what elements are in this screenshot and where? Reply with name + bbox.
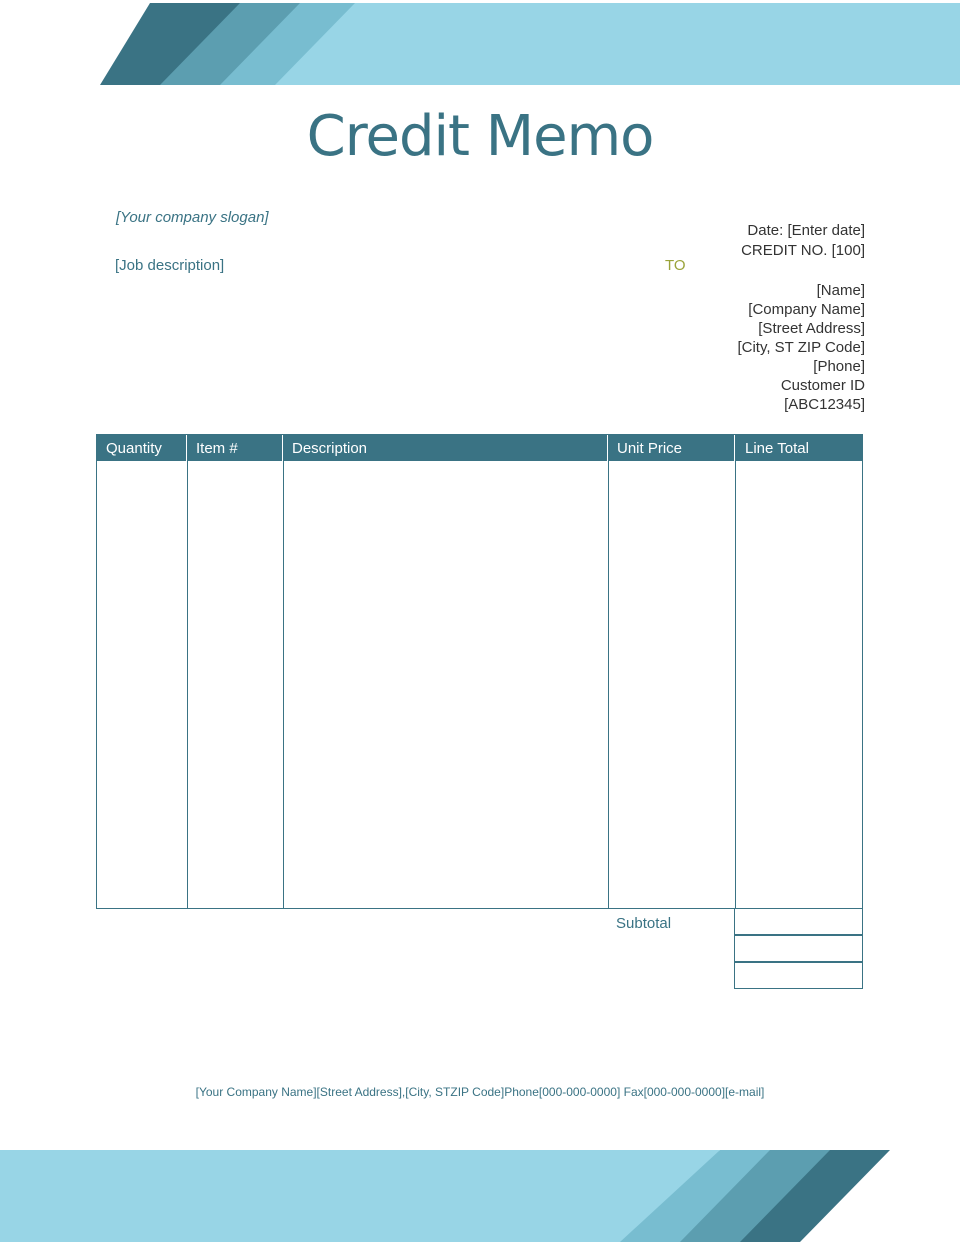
column-header-line-total: Line Total bbox=[745, 440, 809, 457]
company-slogan: [Your company slogan] bbox=[116, 209, 269, 226]
recipient-city: [City, ST ZIP Code] bbox=[737, 339, 865, 356]
column-divider bbox=[283, 435, 284, 908]
page-title: Credit Memo bbox=[306, 104, 654, 169]
table-header bbox=[97, 435, 862, 461]
recipient-company: [Company Name] bbox=[748, 301, 865, 318]
column-header-item: Item # bbox=[196, 440, 238, 457]
bottom-decorative-band bbox=[0, 1148, 960, 1242]
items-table bbox=[96, 434, 863, 909]
recipient-street: [Street Address] bbox=[758, 320, 865, 337]
column-divider bbox=[735, 435, 736, 908]
footer-contact: [Your Company Name][Street Address],[City, STZIP Code]Phone[000-000-0000] Fax[000-000-0000][e-mail] bbox=[195, 1085, 765, 1099]
top-decorative-band bbox=[0, 0, 960, 90]
column-header-description: Description bbox=[292, 440, 368, 457]
credit-number: CREDIT NO. [100] bbox=[741, 242, 865, 259]
to-label: TO bbox=[665, 257, 686, 274]
job-description: [Job description] bbox=[115, 257, 225, 274]
column-divider bbox=[187, 435, 188, 908]
column-header-unit-price: Unit Price bbox=[617, 440, 683, 457]
recipient-name: [Name] bbox=[816, 282, 865, 299]
total-value-cell bbox=[734, 962, 863, 989]
date-field: Date: [Enter date] bbox=[747, 222, 865, 239]
column-header-quantity: Quantity bbox=[106, 440, 162, 457]
customer-id-label: Customer ID bbox=[780, 377, 865, 394]
column-divider bbox=[608, 435, 609, 908]
customer-id: [ABC12345] bbox=[784, 396, 865, 413]
total-value-cell bbox=[734, 935, 863, 962]
subtotal-value-cell bbox=[734, 908, 863, 935]
subtotal-label: Subtotal bbox=[616, 915, 672, 932]
recipient-phone: [Phone] bbox=[813, 358, 865, 375]
